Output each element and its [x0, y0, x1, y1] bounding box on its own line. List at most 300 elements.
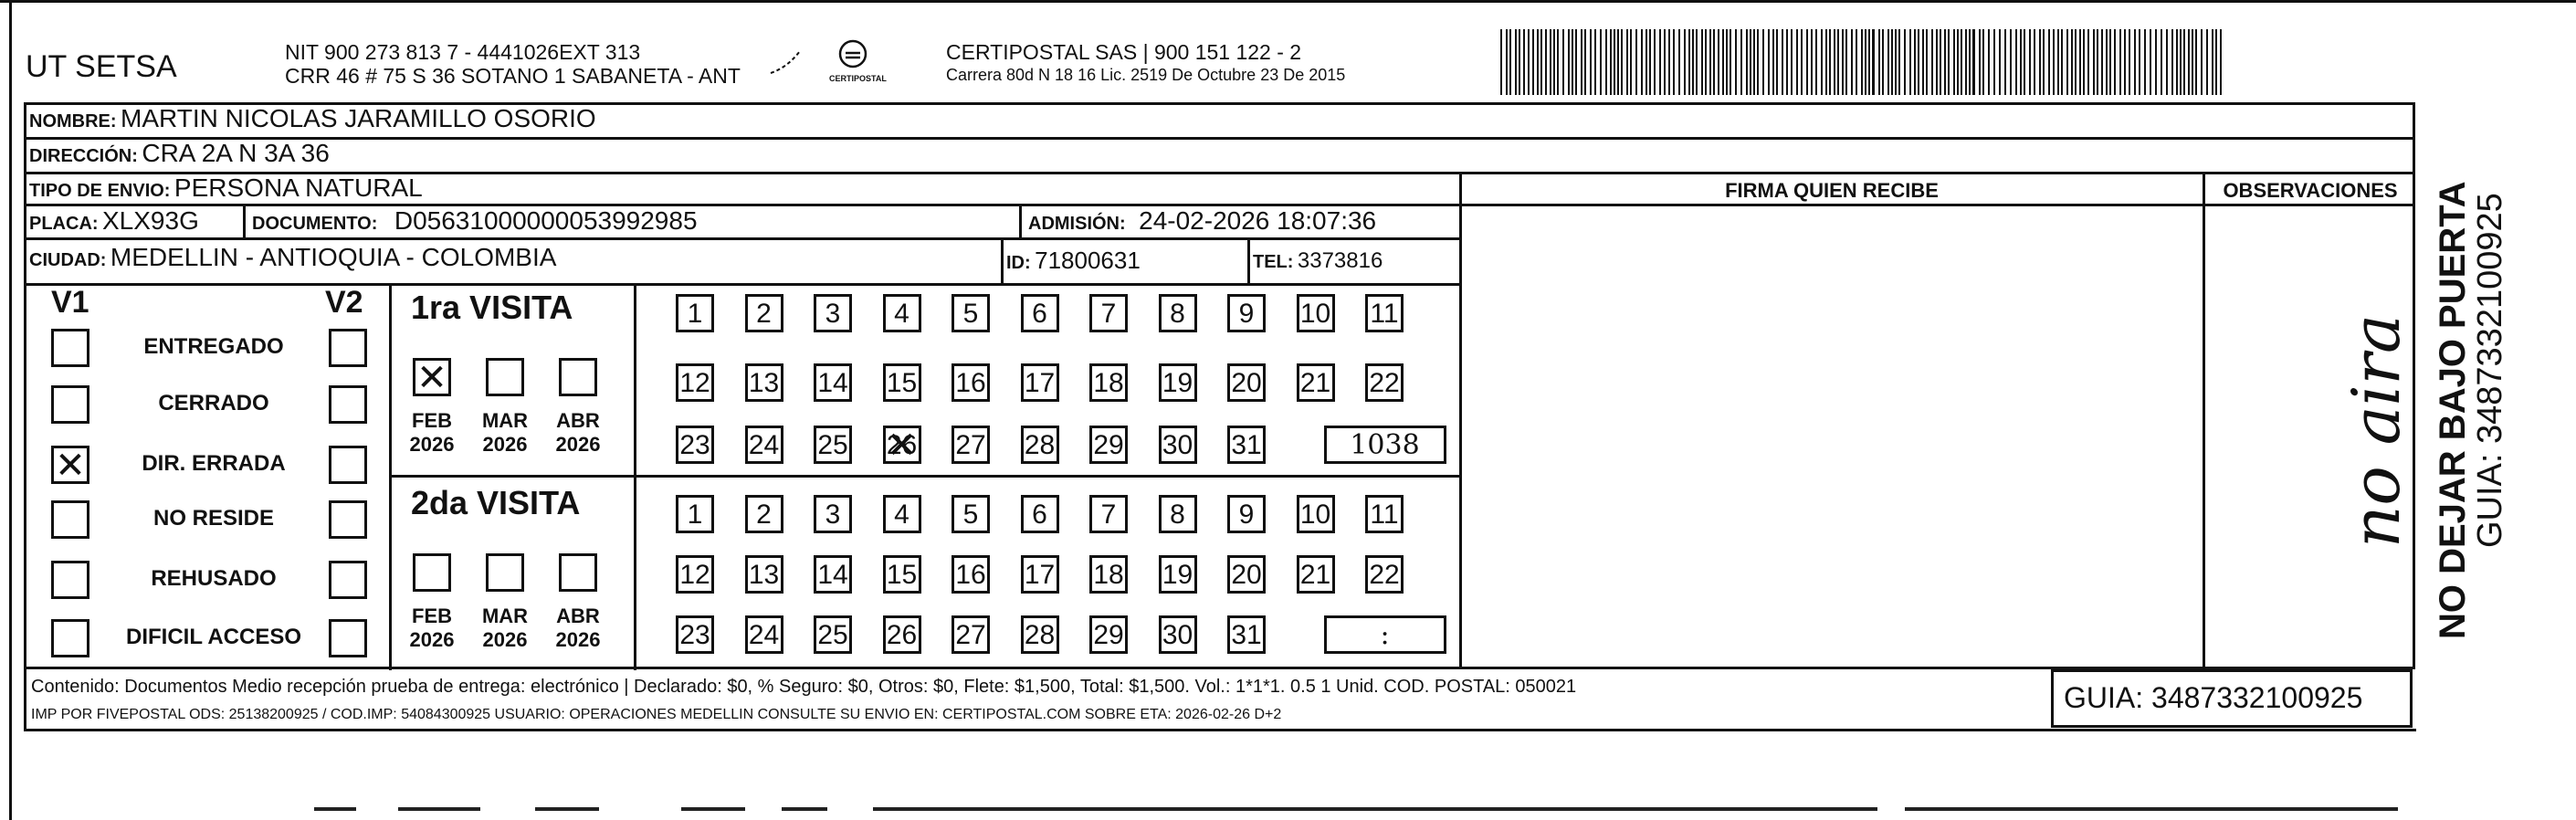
- visita1-day-number: 10: [1299, 299, 1331, 329]
- status-option-label: ENTREGADO: [143, 334, 284, 359]
- admision-value: 24-02-2026 18:07:36: [1139, 206, 1377, 235]
- visita2-day-box[interactable]: [1089, 555, 1128, 594]
- barcode-bar: [1605, 29, 1607, 95]
- visita1-day-box[interactable]: [1365, 363, 1404, 402]
- visita1-month-name: MAR: [481, 409, 529, 432]
- nombre-label: NOMBRE:: [29, 111, 117, 131]
- visita2-day-box[interactable]: [1227, 495, 1266, 533]
- visita1-month-year: 2026: [409, 433, 455, 456]
- visita1-day-box[interactable]: [1159, 294, 1197, 332]
- visita1-day-box[interactable]: [1021, 294, 1059, 332]
- v1-checkbox[interactable]: [51, 561, 89, 599]
- visita2-title: 2da VISITA: [411, 484, 581, 521]
- barcode-bar: [1868, 29, 1870, 95]
- visita2-month-year: 2026: [409, 628, 455, 651]
- barcode-bar: [1705, 29, 1707, 95]
- barcode-bar: [1895, 29, 1897, 95]
- visita1-day-number: 21: [1299, 368, 1331, 398]
- barcode-bar: [2139, 29, 2140, 95]
- documento-row: [252, 206, 698, 236]
- barcode-bar: [1506, 29, 1508, 95]
- barcode-bar: [2109, 29, 2111, 95]
- visita2-day-box[interactable]: [952, 495, 990, 533]
- barcode-bar: [1709, 29, 1711, 95]
- tipo-row: [29, 173, 423, 203]
- visita2-day-box[interactable]: [1021, 615, 1059, 654]
- barcode-bar: [2171, 29, 2173, 95]
- visita1-day-number: 28: [1024, 430, 1056, 460]
- barcode-bar: [2020, 29, 2022, 95]
- visita1-day-number: 13: [748, 368, 780, 398]
- visita1-day-box[interactable]: [1227, 363, 1266, 402]
- visita2-day-box[interactable]: [676, 495, 714, 533]
- visita2-day-number: 3: [825, 499, 841, 530]
- barcode-bar: [2188, 29, 2190, 95]
- visita2-day-number: 25: [817, 620, 848, 650]
- barcode-bar: [1842, 29, 1844, 95]
- visita2-day-box[interactable]: [1159, 495, 1197, 533]
- visita1-day-box[interactable]: [676, 426, 714, 464]
- company-name: UT SETSA: [26, 49, 177, 84]
- visita1-day-box[interactable]: [1021, 363, 1059, 402]
- certipostal-logo: [829, 38, 887, 83]
- admision-row: [1028, 206, 1376, 236]
- visita1-day-box[interactable]: [1089, 294, 1128, 332]
- visita1-day-box[interactable]: [676, 294, 714, 332]
- barcode-bar: [1856, 29, 1857, 95]
- visita2-day-box[interactable]: [952, 555, 990, 594]
- barcode-bar: [1791, 29, 1793, 95]
- barcode-bar: [1575, 29, 1577, 95]
- barcode-bar: [1654, 29, 1656, 95]
- barcode-bar: [1557, 29, 1559, 95]
- footer-bottom-line: [24, 729, 2416, 731]
- barcode-bar: [2176, 29, 2178, 95]
- barcode-bar: [1594, 29, 1596, 95]
- barcode-bar: [1914, 29, 1916, 95]
- barcode-bar: [1982, 29, 1984, 95]
- barcode-bar: [1659, 29, 1661, 95]
- visita2-day-box[interactable]: [1297, 555, 1335, 594]
- observaciones-header: OBSERVACIONES: [2223, 179, 2398, 202]
- barcode-bar: [2150, 29, 2151, 95]
- visita2-day-box[interactable]: [883, 495, 921, 533]
- visita2-day-box[interactable]: [676, 615, 714, 654]
- barcode-bar: [1772, 29, 1774, 95]
- visita2-day-number: 9: [1238, 499, 1255, 530]
- barcode-bar: [1735, 29, 1737, 95]
- visita1-day-box[interactable]: [814, 426, 852, 464]
- visita2-day-box[interactable]: [1021, 555, 1059, 594]
- barcode-bar: [1562, 29, 1564, 95]
- barcode-bar: [1972, 29, 1975, 95]
- visita2-day-number: 28: [1024, 620, 1056, 650]
- logo-text: CERTIPOSTAL: [829, 74, 887, 83]
- barcode-bar: [1621, 29, 1623, 95]
- cell-divider: [243, 204, 246, 237]
- direccion-label: DIRECCIÓN:: [29, 146, 138, 166]
- cell-divider: [1019, 204, 1022, 237]
- visita1-day-box[interactable]: [745, 294, 783, 332]
- visita1-day-box[interactable]: [952, 426, 990, 464]
- visita1-day-box[interactable]: [952, 294, 990, 332]
- visita2-day-box[interactable]: [745, 615, 783, 654]
- visita2-day-number: 17: [1024, 560, 1056, 590]
- handwritten-note: [2338, 314, 2414, 548]
- visita1-day-box[interactable]: [883, 426, 921, 464]
- v2-checkbox[interactable]: [329, 385, 367, 424]
- barcode-bar: [2215, 29, 2217, 95]
- barcode-bar: [1815, 29, 1817, 95]
- address-flourish: [769, 47, 802, 77]
- visita1-month-checkbox[interactable]: [559, 358, 597, 396]
- barcode-bar: [1688, 29, 1690, 95]
- visita1-day-box[interactable]: [1089, 363, 1128, 402]
- visita2-month-year: 2026: [555, 628, 601, 651]
- visita1-day-box[interactable]: [1159, 426, 1197, 464]
- visita2-day-box[interactable]: [1089, 615, 1128, 654]
- visita1-day-number: 27: [955, 430, 986, 460]
- barcode-bar: [2101, 29, 2103, 95]
- barcode-bar: [1641, 29, 1643, 95]
- visita2-day-box[interactable]: [814, 615, 852, 654]
- visita2-day-box[interactable]: [1089, 495, 1128, 533]
- visita1-day-number: 31: [1231, 430, 1262, 460]
- v2-checkbox[interactable]: [329, 561, 367, 599]
- visita1-day-number: 14: [817, 368, 848, 398]
- barcode-bar: [2061, 29, 2063, 95]
- barcode-bar: [1718, 29, 1719, 95]
- barcode-bar: [2093, 29, 2095, 95]
- visita1-day-number: 22: [1369, 368, 1400, 398]
- barcode-bar: [1509, 29, 1511, 95]
- barcode-bar: [1519, 29, 1520, 95]
- visita2-day-box[interactable]: [952, 615, 990, 654]
- barcode-bar: [1909, 29, 1911, 95]
- direccion-row: [29, 139, 330, 168]
- visita2-day-box[interactable]: [1227, 555, 1266, 594]
- placa-value: XLX93G: [102, 206, 199, 235]
- visita1-day-box[interactable]: [745, 363, 783, 402]
- visita1-month-year: 2026: [555, 433, 601, 456]
- v2-checkbox[interactable]: [329, 500, 367, 539]
- barcode-bar: [1940, 29, 1941, 95]
- visita2-day-number: 15: [886, 560, 918, 590]
- barcode-bar: [2029, 29, 2031, 95]
- certipostal-subtitle: Carrera 80d N 18 16 Lic. 2519 De Octubre 23 De 2015: [946, 66, 1346, 84]
- visita1-day-number: 3: [825, 299, 841, 329]
- company-address: CRR 46 # 75 S 36 SOTANO 1 SABANETA - ANT: [285, 64, 741, 88]
- barcode-bar: [1500, 29, 1502, 95]
- barcode-bar: [1898, 29, 1900, 95]
- barcode-bar: [1540, 29, 1542, 95]
- visita2-day-number: 1: [687, 499, 703, 530]
- barcode-bar: [2034, 29, 2035, 95]
- visita1-day-box[interactable]: [952, 363, 990, 402]
- visita1-month-checkbox[interactable]: [413, 358, 451, 396]
- barcode-bar: [1553, 29, 1555, 95]
- visita2-month-checkbox[interactable]: [413, 553, 451, 592]
- bottom-dash: [314, 807, 356, 811]
- barcode-bar: [1872, 29, 1875, 95]
- visita2-day-box[interactable]: [676, 555, 714, 594]
- obs-left-divider: [2203, 172, 2205, 669]
- barcode-bar: [1532, 29, 1534, 95]
- placa-label: PLACA:: [29, 214, 99, 234]
- visita1-day-number: 25: [817, 430, 848, 460]
- documento-value: D05631000000053992985: [394, 206, 698, 235]
- visita1-day-box[interactable]: [1297, 294, 1335, 332]
- barcode-bar: [2048, 29, 2050, 95]
- visita1-day-number: 12: [679, 368, 710, 398]
- visita1-day-box[interactable]: [1021, 426, 1059, 464]
- visita2-day-number: 8: [1170, 499, 1185, 530]
- visita2-day-box[interactable]: [745, 495, 783, 533]
- barcode-bar: [1829, 29, 1831, 95]
- visita2-day-number: 14: [817, 560, 848, 590]
- status-option-label: REHUSADO: [151, 566, 277, 591]
- id-label: ID:: [1006, 253, 1031, 273]
- barcode-bar: [1581, 29, 1582, 95]
- visita2-day-number: 19: [1162, 560, 1193, 590]
- v1-checkbox[interactable]: [51, 446, 89, 484]
- visita1-month-name: ABR: [556, 409, 600, 432]
- visita1-month-label: [546, 409, 610, 457]
- visita1-month-name: FEB: [412, 409, 452, 432]
- visita2-day-box[interactable]: [1365, 495, 1404, 533]
- barcode-bar: [2106, 29, 2108, 95]
- v2-checkbox[interactable]: [329, 619, 367, 657]
- visita2-day-box[interactable]: [745, 555, 783, 594]
- visita2-day-box[interactable]: [1159, 615, 1197, 654]
- barcode-bar: [2119, 29, 2121, 95]
- visita2-day-number: 24: [748, 620, 780, 650]
- v2-checkbox[interactable]: [329, 329, 367, 367]
- barcode-bar: [1948, 29, 1950, 95]
- visita1-day-box[interactable]: [1089, 426, 1128, 464]
- handwritten-note-text: no aira: [2338, 314, 2414, 548]
- barcode-bar: [1796, 29, 1798, 95]
- barcode-bar: [1801, 29, 1803, 95]
- ciudad-label: CIUDAD:: [29, 250, 107, 270]
- visita1-month-checkbox[interactable]: [486, 358, 524, 396]
- left-border: [9, 0, 12, 820]
- visita1-day-number: 11: [1370, 299, 1399, 329]
- barcode-bar: [1713, 29, 1715, 95]
- barcode-bar: [1904, 29, 1906, 95]
- visita2-day-box[interactable]: [1365, 555, 1404, 594]
- nit-text: NIT 900 273 813 7 - 4441026EXT 313: [285, 40, 641, 64]
- visita2-day-box[interactable]: [1021, 495, 1059, 533]
- bottom-dash: [782, 807, 827, 811]
- barcode-bar: [1678, 29, 1680, 95]
- tipo-value: PERSONA NATURAL: [173, 173, 423, 202]
- visita1-day-number: 7: [1100, 299, 1117, 329]
- visita2-day-number: 26: [886, 620, 918, 650]
- barcode-bar: [1776, 29, 1778, 95]
- barcode-bar: [2206, 29, 2208, 95]
- visita2-day-box[interactable]: [1297, 495, 1335, 533]
- barcode-bar: [2043, 29, 2045, 95]
- bottom-dash: [873, 807, 1877, 811]
- barcode: [1500, 29, 2228, 95]
- visita1-day-box[interactable]: [814, 363, 852, 402]
- barcode-bar: [2083, 29, 2085, 95]
- barcode-bar: [2220, 29, 2222, 95]
- visita1-day-number: 24: [748, 430, 780, 460]
- barcode-bar: [1730, 29, 1731, 95]
- barcode-bar: [1701, 29, 1703, 95]
- footer-line2: IMP POR FIVEPOSTAL ODS: 25138200925 / COD.IMP: 54084300925 USUARIO: OPERACIONES MEDELLIN CONSULTE SU ENVIO EN: CERTIPOSTAL.COM SOBRE ETA: 2026-02-26 D+2: [31, 707, 1282, 722]
- id-row: [1006, 247, 1141, 275]
- barcode-bar: [1750, 29, 1751, 95]
- visita1-day-box[interactable]: [1227, 426, 1266, 464]
- visita2-day-number: 5: [962, 499, 979, 530]
- barcode-bar: [1988, 29, 1990, 95]
- barcode-bar: [1696, 29, 1698, 95]
- visita1-day-number: 8: [1170, 299, 1185, 329]
- visita1-month-year: 2026: [482, 433, 528, 456]
- barcode-bar: [1961, 29, 1962, 95]
- visita1-day-box[interactable]: [1297, 363, 1335, 402]
- row-divider: [24, 137, 2415, 140]
- visita2-month-name: ABR: [556, 604, 600, 627]
- barcode-bar: [1851, 29, 1853, 95]
- visita2-day-number: 29: [1093, 620, 1124, 650]
- visita2-month-year: 2026: [482, 628, 528, 651]
- barcode-bar: [1834, 29, 1835, 95]
- barcode-bar: [1821, 29, 1823, 95]
- barcode-bar: [2075, 29, 2077, 95]
- visita2-day-box[interactable]: [1159, 555, 1197, 594]
- barcode-bar: [1918, 29, 1919, 95]
- firma-left-divider: [1459, 172, 1462, 669]
- tel-row: [1253, 248, 1383, 274]
- visita2-day-number: 18: [1093, 560, 1124, 590]
- id-value: 71800631: [1035, 247, 1141, 274]
- status-option-label: DIR. ERRADA: [142, 451, 286, 476]
- visita2-month-checkbox[interactable]: [559, 553, 597, 592]
- barcode-bar: [1668, 29, 1670, 95]
- v1-checkbox[interactable]: [51, 500, 89, 539]
- visita2-day-number: 12: [679, 560, 710, 590]
- visita1-day-number: 26: [886, 430, 918, 460]
- visita1-time-box[interactable]: 1038: [1324, 426, 1446, 464]
- placa-row: [29, 206, 199, 236]
- visita1-day-box[interactable]: [1227, 294, 1266, 332]
- barcode-bar: [1965, 29, 1967, 95]
- visita2-day-number: 10: [1299, 499, 1331, 530]
- visita1-day-box[interactable]: [814, 294, 852, 332]
- visita2-day-box[interactable]: [883, 555, 921, 594]
- visita2-day-box[interactable]: [1227, 615, 1266, 654]
- cell-divider: [1001, 237, 1004, 283]
- tel-label: TEL:: [1253, 252, 1294, 272]
- firma-header: FIRMA QUIEN RECIBE: [1725, 179, 1939, 202]
- visita1-day-box[interactable]: [883, 294, 921, 332]
- barcode-bar: [1726, 29, 1728, 95]
- visita2-day-box[interactable]: [883, 615, 921, 654]
- side-guia: GUIA: 3487332100925: [2471, 193, 2509, 548]
- visita1-title: 1ra VISITA: [411, 289, 573, 326]
- bottom-dash: [398, 807, 480, 811]
- visita2-day-box[interactable]: [814, 495, 852, 533]
- visita1-day-number: 23: [679, 430, 710, 460]
- barcode-bar: [1614, 29, 1615, 95]
- barcode-bar: [1837, 29, 1839, 95]
- barcode-bar: [2201, 29, 2203, 95]
- visita1-day-number: 29: [1093, 430, 1124, 460]
- visita2-day-box[interactable]: [814, 555, 852, 594]
- visita1-day-box[interactable]: [1159, 363, 1197, 402]
- visita2-day-number: 13: [748, 560, 780, 590]
- row-divider: [24, 237, 1462, 240]
- barcode-bar: [1957, 29, 1959, 95]
- barcode-bar: [1673, 29, 1675, 95]
- barcode-bar: [1649, 29, 1651, 95]
- visita1-month-label: [400, 409, 464, 457]
- barcode-bar: [1922, 29, 1924, 95]
- v1-checkbox[interactable]: [51, 619, 89, 657]
- barcode-bar: [1878, 29, 1880, 95]
- barcode-bar: [1825, 29, 1827, 95]
- barcode-bar: [1806, 29, 1808, 95]
- barcode-bar: [1610, 29, 1612, 95]
- visita2-month-label: [473, 604, 537, 652]
- visita2-day-number: 6: [1032, 499, 1047, 530]
- visita1-day-number: 18: [1093, 368, 1124, 398]
- visita2-time-box[interactable]: :: [1324, 615, 1446, 654]
- documento-label: DOCUMENTO:: [252, 214, 378, 234]
- footer-left-line: [24, 669, 26, 731]
- visita2-month-checkbox[interactable]: [486, 553, 524, 592]
- footer-guia: GUIA: 3487332100925: [2064, 681, 2363, 714]
- barcode-bar: [1753, 29, 1755, 95]
- barcode-bar: [1584, 29, 1586, 95]
- barcode-bar: [1692, 29, 1694, 95]
- barcode-bar: [1999, 29, 2001, 95]
- v2-checkbox[interactable]: [329, 446, 367, 484]
- visita1-day-box[interactable]: [1365, 294, 1404, 332]
- barcode-bar: [1645, 29, 1647, 95]
- visita1-day-box[interactable]: [745, 426, 783, 464]
- v1-checkbox[interactable]: [51, 385, 89, 424]
- visita1-day-number: 20: [1231, 368, 1262, 398]
- barcode-bar: [1664, 29, 1666, 95]
- barcode-bar: [2144, 29, 2146, 95]
- v1-checkbox[interactable]: [51, 329, 89, 367]
- bottom-dash: [681, 807, 745, 811]
- visita1-day-box[interactable]: [676, 363, 714, 402]
- visita1-day-number: 15: [886, 368, 918, 398]
- visita1-day-number: 16: [955, 368, 986, 398]
- barcode-bar: [1635, 29, 1637, 95]
- barcode-bar: [2071, 29, 2073, 95]
- barcode-bar: [1926, 29, 1928, 95]
- status-option-label: DIFICIL ACCESO: [125, 625, 301, 649]
- direccion-value: CRA 2A N 3A 36: [142, 139, 330, 167]
- barcode-bar: [1845, 29, 1847, 95]
- visita2-month-name: FEB: [412, 604, 452, 627]
- barcode-bar: [2053, 29, 2055, 95]
- top-border: [0, 0, 2576, 3]
- visita1-day-box[interactable]: [883, 363, 921, 402]
- side-warning: NO DEJAR BAJO PUERTA: [2433, 181, 2473, 639]
- visita2-day-number: 2: [756, 499, 772, 530]
- nombre-value: MARTIN NICOLAS JARAMILLO OSORIO: [121, 104, 596, 132]
- barcode-bar: [1617, 29, 1619, 95]
- barcode-bar: [1722, 29, 1724, 95]
